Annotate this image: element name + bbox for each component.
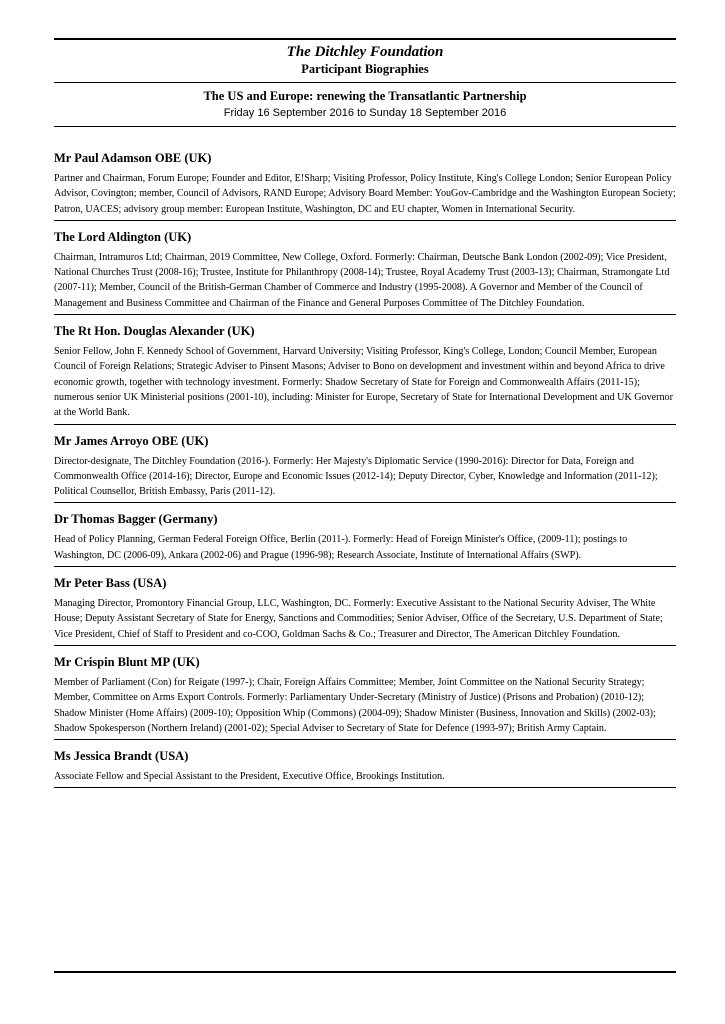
participant-bio: Managing Director, Promontory Financial Group, LLC, Washington, DC. Formerly: Executive Assistant to the National Security Adviser, The White House; Deputy Assistant Secretary of State for Energy, Sanctions and Commodities; Senior Adviser, Office of the Secretary, U.S. Department of State; Vice President, Chief of Staff to President and co-COO, Goldman Sachs & Co.; Treasurer and Director, The American Ditchley Foundation.: [54, 598, 663, 640]
participant-name: Dr Thomas Bagger (Germany): [54, 512, 218, 527]
organization-title: The Ditchley Foundation: [286, 44, 444, 60]
participant-name: The Lord Aldington (UK): [54, 229, 192, 244]
biography-entry: [54, 654, 676, 740]
conference-dates: Friday 16 September 2016 to Sunday 18 September 2016: [223, 107, 507, 119]
participant-name: Ms Jessica Brandt (USA): [54, 749, 189, 764]
entry-divider: [54, 787, 676, 788]
participant-bio: Chairman, Intramuros Ltd; Chairman, 2019 Committee, New College, Oxford. Formerly: Chairman, Deutsche Bank London (2002-09); Vice President, National Churches Trust (2008-16); Trustee, Institute for Philanthropy (2008-14); Trustee, Royal Academy Trust (2003-13); Chairman, Stramongate Ltd (2007-11); Member, Council of the British-German Chamber of Commerce and Industry (1995-2008). A Governor and Member of the Council of Management and Business Committee and Chairman of the Finance and General Purposes Committee of The Ditchley Foundation.: [54, 251, 670, 309]
participant-bio: Partner and Chairman, Forum Europe; Founder and Editor, E!Sharp; Visiting Professor, Policy Institute, King's College London; Senior European Policy Advisor, Covington; member, Council of Advisors, RAND Europe; Advisory Board Member: YouGov-Cambridge and the Washington European Society; Patron, UACES; advisory group member: European Institute, Washington, DC and EU chapter, Women in International Security.: [54, 173, 676, 215]
top-divider: [54, 38, 676, 40]
participant-bio: Member of Parliament (Con) for Reigate (1997-); Chair, Foreign Affairs Committee; Member, Joint Committee on the National Security Strategy; Member, Committee on Arms Export Controls. Formerly: Parliamentary Under-Secretary (Ministry of Justice) (Prisons and Probation) (2010-12); Shadow Minister (Home Affairs) (2009-10); Opposition Whip (Commons) (2004-09); Shadow Minister (Business, Innovation and Skills) (2002-03); Shadow Spokesperson (Northern Ireland) (2001-02); Special Adviser to Secretary of State for Defence (1993-97); British Army Captain.: [54, 676, 656, 734]
biography-entry: [54, 150, 676, 221]
entry-divider: [54, 220, 676, 221]
dates-divider: [54, 126, 676, 127]
participant-bio: Associate Fellow and Special Assistant to the President, Executive Office, Brookings Institution.: [54, 771, 445, 783]
entry-divider: [54, 502, 676, 503]
biography-entry: [54, 575, 676, 646]
participant-name: The Rt Hon. Douglas Alexander (UK): [54, 324, 255, 339]
biography-entry: [54, 511, 676, 567]
biography-entry: [54, 748, 676, 788]
biography-entry: [54, 323, 676, 424]
participant-bio: Senior Fellow, John F. Kennedy School of Government, Harvard University; Visiting Professor, King's College, London; Council Member, European Council of Foreign Relations; Strategic Adviser to Pinsent Masons; Adviser to Bono on development and investment within and beyond Africa to drive economic growth, together with technology investment. Formerly: Shadow Secretary of State for Foreign and Commonwealth Affairs (2011-15); numerous senior UK Ministerial positions (2001-10), including: Minister for Europe, Secretary of State for International Development and UK Governor at the World Bank.: [54, 346, 673, 419]
biography-entry: [54, 229, 676, 315]
biography-list: [54, 150, 676, 796]
entry-divider: [54, 739, 676, 740]
document-title: Participant Biographies: [301, 62, 429, 76]
entry-divider: [54, 314, 676, 315]
participant-name: Mr Peter Bass (USA): [54, 576, 167, 591]
header-divider: [54, 82, 676, 83]
conference-title: The US and Europe: renewing the Transatlantic Partnership: [203, 89, 527, 103]
document-header: [54, 43, 676, 77]
bottom-divider: [54, 971, 676, 973]
entry-divider: [54, 645, 676, 646]
participant-bio: Director-designate, The Ditchley Foundation (2016-). Formerly: Her Majesty's Diplomatic Service (1990-2016): Director for Data, Foreign and Commonwealth Office (2014-16); Director, Europe and Economic Issues (2012-14); Deputy Director, Cyber, Knowledge and Information (2011-12); Political Counsellor, British Embassy, Paris (2011-12).: [54, 455, 658, 498]
participant-bio: Head of Policy Planning, German Federal Foreign Office, Berlin (2011-). Formerly: Head of Foreign Minister's Office, (2009-11); postings to Washington, DC (2006-09), Ankara (2002-06) and Prague (1996-98); Research Associate, Institute of International Affairs (SWP).: [54, 534, 628, 561]
participant-name: Mr Paul Adamson OBE (UK): [54, 151, 212, 165]
entry-divider: [54, 424, 676, 425]
participant-name: Mr James Arroyo OBE (UK): [54, 433, 209, 448]
biography-entry: [54, 433, 676, 504]
entry-divider: [54, 566, 676, 567]
participant-name: Mr Crispin Blunt MP (UK): [54, 654, 200, 669]
